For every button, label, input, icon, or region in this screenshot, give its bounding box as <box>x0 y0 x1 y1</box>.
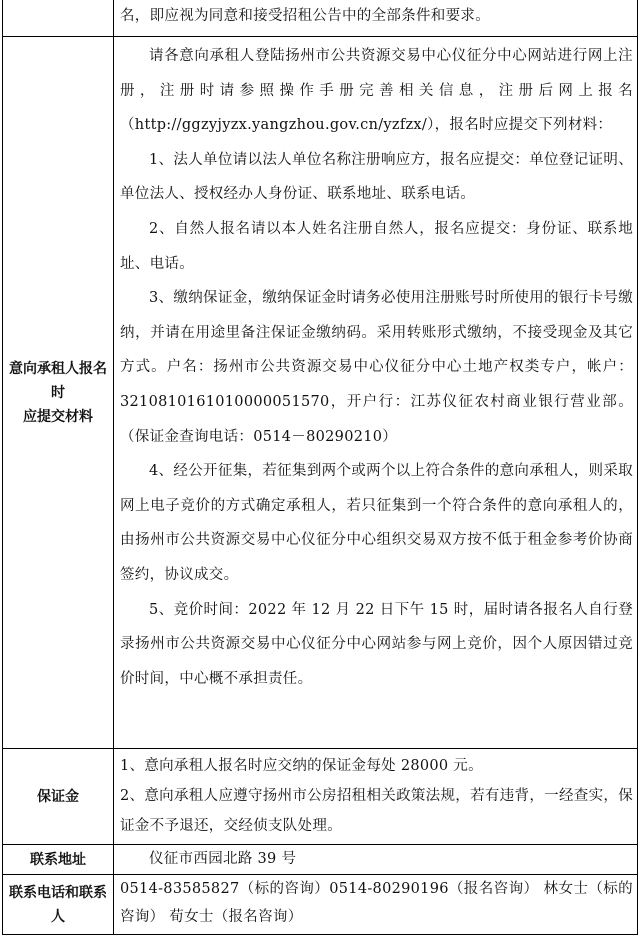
deposit-label: 保证金 <box>3 749 114 845</box>
row-address <box>3 845 638 875</box>
materials-label <box>3 37 114 749</box>
deposit-item-2: 2、意向承租人应遵守扬州市公房招租相关政策法规，若有违背，一经查实，保证金不予退还，交经侦支队处理。 <box>120 788 633 834</box>
contact-value: 0514-83585827（标的咨询）0514-80290196（报名咨询） 林女士（标的咨询） 荀女士（报名咨询） <box>120 881 633 925</box>
address-value: 仪征市西园北路 39 号 <box>149 851 297 867</box>
row-deposit <box>3 749 638 845</box>
empty-label-cell <box>3 0 114 37</box>
deposit-item-1: 1、意向承租人报名时应交纳的保证金每处 28000 元。 <box>120 758 483 774</box>
materials-label-line2: 应提交材料 <box>23 408 93 425</box>
materials-item-4: 4、经公开征集，若征集到两个或两个以上符合条件的意向承租人，则采取网上电子竞价的方式确定承租人，若只征集到一个符合条件的意向承租人的，由扬州市公共资源交易中心仪征分中心组织交易双方按不低于租金参考价协商签约，协议成交。 <box>120 463 633 583</box>
materials-item-1: 1、法人单位请以法人单位名称注册响应方，报名应提交：单位登记证明、单位法人、授权经办人身份证、联系地址、联系电话。 <box>120 151 633 203</box>
deposit-content <box>114 749 638 845</box>
row-contact <box>3 875 638 935</box>
materials-intro: 请各意向承租人登陆扬州市公共资源交易中心仪征分中心网站进行网上注册，注册时请参照操作手册完善相关信息，注册后网上报名（http://ggzyjyzx.yangzhou.gov.cn/yzfzx/），报名时应提交下列材料： <box>120 48 633 134</box>
top-fragment-cell <box>114 0 638 37</box>
row-top-fragment <box>3 0 638 37</box>
address-content <box>114 845 638 875</box>
materials-item-5: 5、竞价时间：2022 年 12 月 22 日下午 15 时，届时请各报名人自行登录扬州市公共资源交易中心仪征分中心网站参与网上竞价，因个人原因错过竞价时间，中心概不承担责任。 <box>120 601 633 687</box>
row-materials <box>3 37 638 749</box>
materials-item-3: 3、缴纳保证金，缴纳保证金时请务必使用注册账号时所使用的银行卡号缴纳，并请在用途里备注保证金缴纳码。采用转账形式缴纳，不接受现金及其它方式。户名：扬州市公共资源交易中心仪征分中心土地产权类专户，帐户：3210810161010000051570，开户行：江苏仪征农村商业银行营业部。（保证金查询电话：0514－80290210） <box>120 290 633 445</box>
address-label: 联系地址 <box>3 845 114 875</box>
materials-item-2: 2、自然人报名请以本人姓名注册自然人，报名应提交：身份证、联系地址、电话。 <box>120 220 633 272</box>
contact-label: 联系电话和联系人 <box>3 875 114 935</box>
materials-label-line1: 意向承租人报名时 <box>9 360 107 401</box>
materials-content <box>114 37 638 749</box>
contact-content <box>114 875 638 935</box>
announcement-table <box>2 0 638 935</box>
top-fragment-text: 名，即应视为同意和接受招租公告中的全部条件和要求。 <box>120 8 490 24</box>
